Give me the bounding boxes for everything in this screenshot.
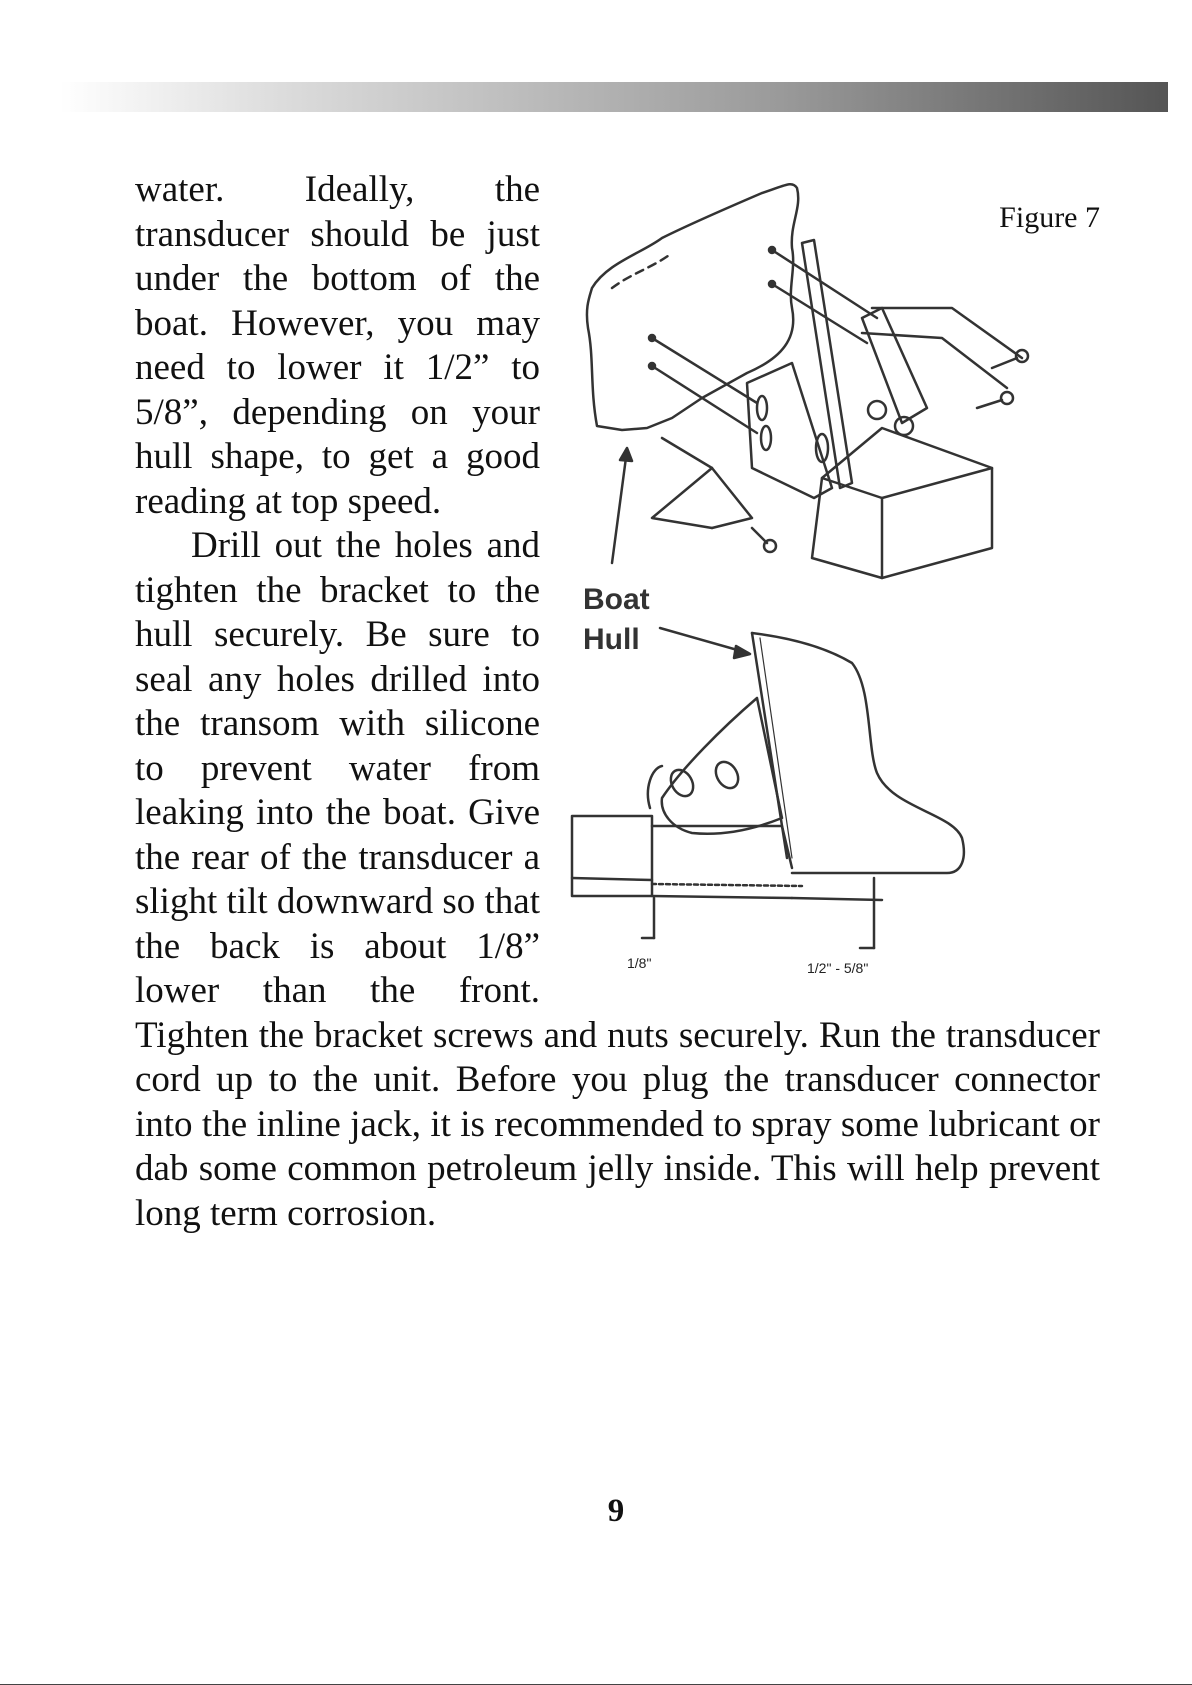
page-number: 9: [607, 1493, 625, 1529]
boat-label: Boat: [583, 583, 650, 616]
header-gradient-bar: [60, 82, 1168, 112]
body-text: [135, 168, 1100, 1236]
dimension-label-range: 1/2" - 5/8": [807, 960, 869, 976]
dimension-label-small: 1/8": [627, 955, 652, 971]
paragraph-1: water. Ideally, the transducer should be just under the bottom of the boat. However, you may need to lower it 1/2” to 5/8”, depending on your hull shape, to get a good reading at top speed.: [135, 169, 540, 522]
figure-7: [552, 168, 1100, 990]
hull-label: Hull: [583, 623, 640, 656]
figure-caption: Figure 7: [999, 201, 1100, 234]
paragraph-2: Drill out the holes and tighten the bracket to the hull securely. Be sure to seal any holes drilled into the transom with silicone to prevent water from leaking into the boat. Give the rear of the transducer a slight tilt downward so that the back is about 1/8” lower than the front. Tighten the bracket screws and nuts securely. Run the transducer cord up to the unit. Before you plug the transducer connector into the inline jack, it is recommended to spray some lubricant or dab some common petroleum jelly inside. This will help prevent long term corrosion.: [135, 525, 1100, 1234]
